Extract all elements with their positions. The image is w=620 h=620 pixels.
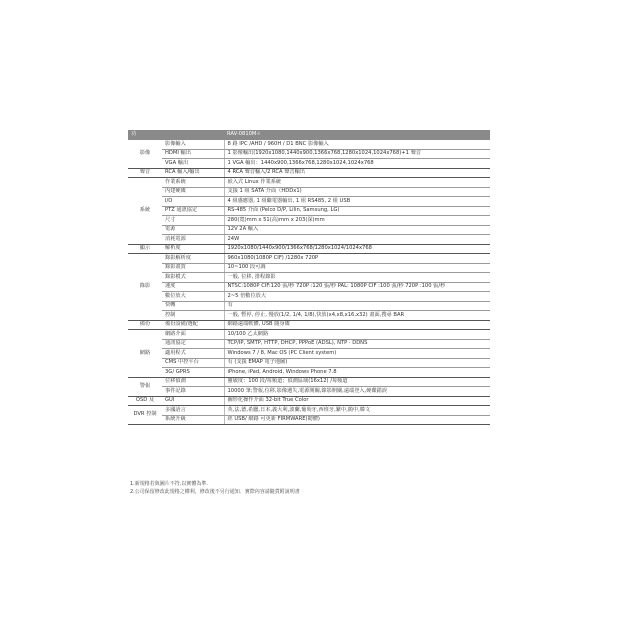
spec-item: 3G/ GPRS	[162, 368, 224, 378]
spec-item: 錄影解析度	[162, 254, 224, 264]
spec-value: 10000 筆;警報,位移,影像遺失,電源開關,錄影開關,遠端登入,硬碟錯誤	[224, 387, 490, 397]
spec-item: 影像輸入	[162, 140, 224, 149]
spec-row	[128, 263, 490, 273]
spec-value: 1920x1080/1440x900/1366x768/1280x1024/1024x768	[224, 244, 490, 254]
spec-row	[128, 311, 490, 321]
spec-row	[128, 339, 490, 349]
spec-value: 8 路 IPC /AHD / 960H / D1 BNC 影像輸入	[224, 140, 490, 149]
spec-row	[128, 149, 490, 159]
spec-item: 內建硬碟	[162, 187, 224, 197]
spec-item: 系統升級	[162, 415, 224, 425]
spec-value: 4 RCA 聲音輸入/2 RCA 聲音輸出	[224, 168, 490, 178]
spec-row	[128, 349, 490, 359]
spec-value: 1 VGA 輸出：1440x900,1366x768,1280x1024,1024x768	[224, 159, 490, 169]
spec-category: 顯示	[128, 244, 162, 254]
spec-row	[128, 358, 490, 368]
spec-item: GUI	[162, 396, 224, 406]
header-model: RAV-0810M-i	[224, 130, 490, 140]
spec-row	[128, 216, 490, 226]
spec-body	[128, 140, 490, 425]
spec-item: 速度	[162, 282, 224, 292]
spec-row	[128, 273, 490, 283]
spec-row	[128, 235, 490, 245]
spec-value: 支援 1 組 SATA 介面（HDDx1)	[224, 187, 490, 197]
spec-value: 網路遠端軟體, USB 隨身碟	[224, 320, 490, 330]
spec-category: 警報	[128, 377, 162, 396]
spec-item: 事件記錄	[162, 387, 224, 397]
spec-row	[128, 368, 490, 378]
spec-value: Windows 7 / 8, Mac OS (PC Client system)	[224, 349, 490, 359]
spec-row	[128, 244, 490, 254]
spec-value: 嵌入式 Linux 作業系統	[224, 178, 490, 188]
spec-row	[128, 140, 490, 149]
spec-item: 解析度	[162, 244, 224, 254]
spec-item: 適用程式	[162, 349, 224, 359]
spec-category: 系統	[128, 178, 162, 245]
spec-item: RCA 輸入/輸出	[162, 168, 224, 178]
spec-value: 4 組感應器, 1 組繼電器輸出, 1 組 RS485, 2 組 USB	[224, 197, 490, 207]
spec-item: 錄影畫質	[162, 263, 224, 273]
spec-value: RS-485 介面 (Pelco D/P, Lilin, Samsung, LG)	[224, 206, 490, 216]
spec-value: 經 USB/ 網路 可更新 FIRMWARE(韌體)	[224, 415, 490, 425]
spec-row	[128, 187, 490, 197]
spec-row	[128, 159, 490, 169]
spec-table	[128, 130, 490, 425]
spec-value: 圖形化操作介面 32-bit True Color	[224, 396, 490, 406]
spec-item: 網路介面	[162, 330, 224, 340]
spec-row	[128, 406, 490, 416]
spec-item: HDMI 輸出	[162, 149, 224, 159]
spec-value: 一般, 位移, 排程錄影	[224, 273, 490, 283]
spec-value: 有 (支援 EMAP 電子地圖)	[224, 358, 490, 368]
spec-value: 24W	[224, 235, 490, 245]
spec-row	[128, 377, 490, 387]
spec-row	[128, 197, 490, 207]
spec-item: 數位放大	[162, 292, 224, 302]
spec-value: 12V 2A 輸入	[224, 225, 490, 235]
spec-row	[128, 387, 490, 397]
spec-item: 消耗電源	[162, 235, 224, 245]
spec-item: 快轉	[162, 301, 224, 311]
spec-row	[128, 396, 490, 406]
footnote-2: 2.公司保留修改此規格之權利，修改後不另行通知．實際內容請隨貨附說明書	[130, 489, 300, 495]
spec-value: 1 影像輸出(1920x1080,1440x900,1366x768,1280x1024,1024x768)+1 聲音	[224, 149, 490, 159]
spec-item: 尺寸	[162, 216, 224, 226]
spec-item: 通訊協定	[162, 339, 224, 349]
spec-category: 網路	[128, 330, 162, 378]
header-item	[162, 130, 224, 140]
spec-item: CMS 中控平台	[162, 358, 224, 368]
spec-value: 一般, 暫停, 停止, 慢放(1/2, 1/4, 1/8),快放(x4,x8,x16,x32) 畫面,搜尋 BAR	[224, 311, 490, 321]
spec-row	[128, 282, 490, 292]
header-feature: 功	[128, 130, 162, 140]
spec-row	[128, 415, 490, 425]
spec-value: 2~5 倍數位放大	[224, 292, 490, 302]
spec-category: 影像	[128, 140, 162, 168]
spec-item: 錄影模式	[162, 273, 224, 283]
spec-item: 控制	[162, 311, 224, 321]
spec-row	[128, 168, 490, 178]
footnote-1: 1.新規格若與圖片不符,以實體為準.	[130, 481, 208, 487]
spec-value: 10~100 段可調	[224, 263, 490, 273]
spec-item: 位移偵測	[162, 377, 224, 387]
spec-row	[128, 330, 490, 340]
spec-item: I/O	[162, 197, 224, 207]
spec-value: 靈敏度：100 段/每頻道；偵測區域(16x12) /每頻道	[224, 377, 490, 387]
spec-row	[128, 301, 490, 311]
spec-header-row	[128, 130, 490, 140]
spec-category: 聲音	[128, 168, 162, 178]
spec-row	[128, 320, 490, 330]
spec-item: 電源	[162, 225, 224, 235]
spec-category: 備份	[128, 320, 162, 330]
spec-value: 10/100 乙太網路	[224, 330, 490, 340]
spec-row	[128, 292, 490, 302]
spec-item: PTZ 通訊協定	[162, 206, 224, 216]
spec-value: TCP/IP, SMTP, HTTP, DHCP, PPPoE (ADSL), NTP · DDNS	[224, 339, 490, 349]
spec-value: 英,法,德,希臘,日本,義大利,波蘭,葡萄牙,西班牙,繁中,簡中,韓文	[224, 406, 490, 416]
spec-value: 280(寬)mm x 51(高)mm x 203(深)mm	[224, 216, 490, 226]
spec-row	[128, 178, 490, 188]
spec-item: 多國語言	[162, 406, 224, 416]
footnotes	[130, 480, 300, 496]
spec-row	[128, 206, 490, 216]
spec-value: 960x1080(1080P CIF) /1280x 720P	[224, 254, 490, 264]
spec-row	[128, 254, 490, 264]
spec-row	[128, 225, 490, 235]
spec-item: 作業系統	[162, 178, 224, 188]
spec-item: VGA 輸出	[162, 159, 224, 169]
spec-category: 錄影	[128, 254, 162, 321]
spec-item: 備份設備/選配	[162, 320, 224, 330]
spec-category: DVR 控制	[128, 406, 162, 425]
spec-value: NTSC:1080P CIF:120 張/秒 720P :120 張/秒 PAL: 1080P CIF :100 張/秒 720P :100 張/秒	[224, 282, 490, 292]
spec-value: 有	[224, 301, 490, 311]
spec-category: OSD 及	[128, 396, 162, 406]
spec-value: iPhone, iPad, Android, Windows Phone 7.8	[224, 368, 490, 378]
